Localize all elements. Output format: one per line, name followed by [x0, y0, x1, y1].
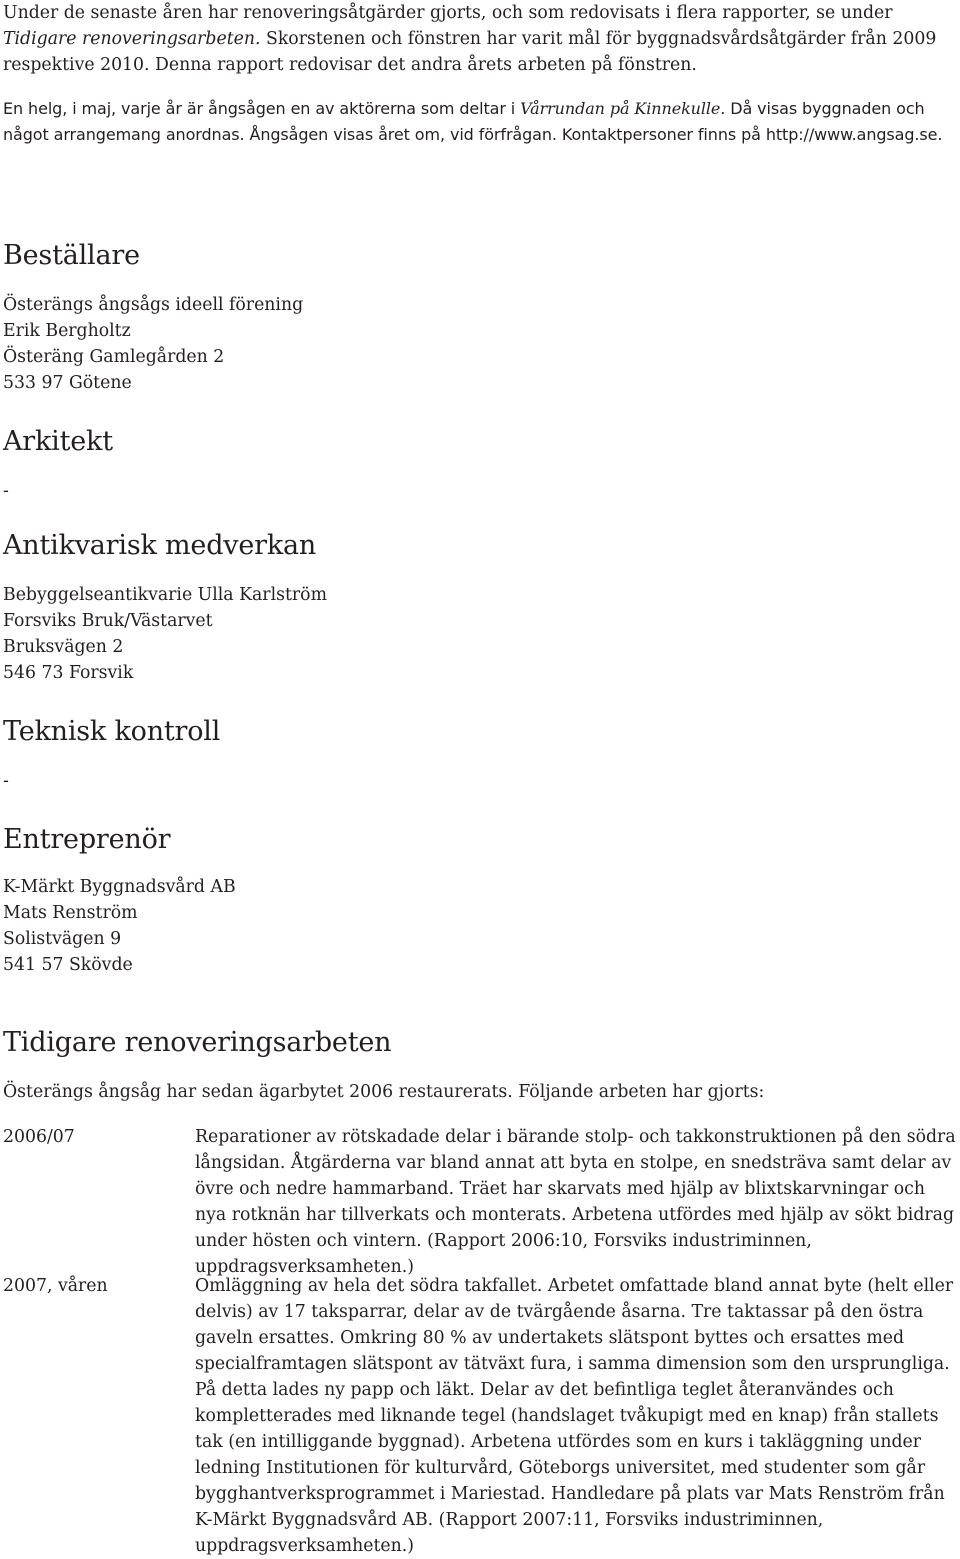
teknisk-kontroll-value: - — [3, 771, 9, 791]
tidigare-intro: Österängs ångsåg har sedan ägarbytet 2006 restaurerats. Följande arbeten har gjorts: — [3, 1082, 765, 1102]
entry-description: Reparationer av rötskadade delar i bärande stolp- och takkonstruktionen på den södra långsidan. Åtgärderna var bland annat att byta en stolpe, en snedsträva samt delar av övre och nedre hammarband. Träet har skarvats med hjälp av blixtskarvningar och nya rotknän har tillverkats och monterats. Arbetena utfördes med hjälp av sökt bidrag under hösten och vintern. (Rapport 2006:10, Forsviks industriminnen, uppdragsverksamheten.) — [195, 1127, 956, 1277]
heading-entreprenor: Entreprenör — [3, 824, 171, 855]
intro-paragraph-1: Under de senaste åren har renoveringsåtgärder gjorts, och som redovisats i flera rapporter, se under Tidigare renoveringsarbeten. Skorstenen och fönstren har varit mål för byggnadsvårdsåtgärder från 2009 respektive 2010. Denna rapport redovisar det andra årets arbeten på fönstren. — [3, 3, 937, 75]
bestallare-line: 533 97 Götene — [3, 373, 132, 393]
entry-label: 2006/07 — [3, 1127, 75, 1147]
intro-italic-event: Vårrundan på Kinnekulle. — [520, 99, 726, 118]
bestallare-line: Österängs ångsågs ideell förening — [3, 295, 304, 315]
entreprenor-line: 541 57 Skövde — [3, 955, 133, 975]
bestallare-line: Österäng Gamlegården 2 — [3, 347, 225, 367]
heading-arkitekt: Arkitekt — [3, 426, 113, 457]
heading-bestallare: Beställare — [3, 240, 140, 271]
entry-label: 2007, våren — [3, 1276, 108, 1296]
heading-tidigare: Tidigare renoveringsarbeten — [3, 1027, 392, 1058]
heading-antikvarisk: Antikvarisk medverkan — [3, 530, 317, 561]
bestallare-line: Erik Bergholtz — [3, 321, 131, 341]
antikvarisk-line: 546 73 Forsvik — [3, 663, 134, 683]
entreprenor-line: K-Märkt Byggnadsvård AB — [3, 877, 236, 897]
intro-italic-ref: Tidigare renoveringsarbeten. — [3, 29, 261, 49]
entreprenor-line: Mats Renström — [3, 903, 138, 923]
antikvarisk-line: Bruksvägen 2 — [3, 637, 124, 657]
antikvarisk-line: Bebyggelseantikvarie Ulla Karlström — [3, 585, 327, 605]
entreprenor-line: Solistvägen 9 — [3, 929, 122, 949]
arkitekt-value: - — [3, 481, 9, 501]
heading-teknisk-kontroll: Teknisk kontroll — [3, 716, 221, 747]
antikvarisk-line: Forsviks Bruk/Västarvet — [3, 611, 213, 631]
intro-paragraph-2: En helg, i maj, varje år är ångsågen en av aktörerna som deltar i Vårrundan på Kinnekulle. Då visas byggnaden och något arrangemang anordnas. Ångsågen visas året om, vid förfrågan. Kontaktpersoner finns på http://www.angsag.se. — [3, 99, 943, 144]
entry-description: Omläggning av hela det södra takfallet. Arbetet omfattade bland annat byte (helt eller delvis) av 17 taksparrar, delar av de tvärgående åsarna. Tre taktassar på den östra gaveln ersattes. Omkring 80 % av undertakets slätspont byttes och ersattes med specialframtagen slätspont av tätväxt fura, i samma dimension som den ursprungliga. På detta lades ny papp och läkt. Delar av det befintliga teglet återanvändes och kompletterades med liknande tegel (handslaget tvåkupigt med en knap) från stallets tak (en intilliggande byggnad). Arbetena utfördes som en kurs i takläggning under ledning Institutionen för kulturvård, Göteborgs universitet, med studenter som går bygghantverksprogrammet i Mariestad. Handledare på plats var Mats Renström från K-Märkt Byggnadsvård AB. (Rapport 2007:11, Forsviks industriminnen, uppdragsverksamheten.) — [195, 1276, 954, 1556]
